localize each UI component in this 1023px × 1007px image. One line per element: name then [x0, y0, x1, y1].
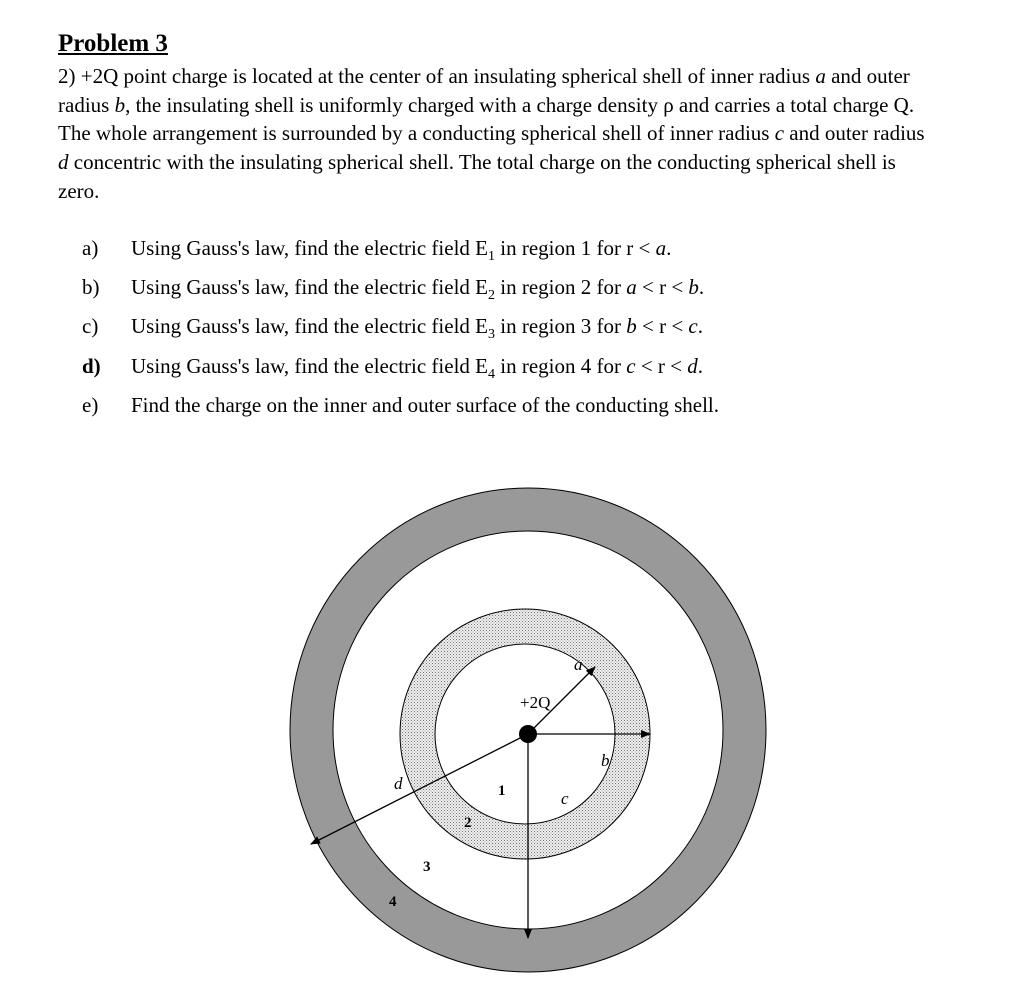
text-run: < r < — [635, 353, 688, 378]
subscript: 4 — [488, 366, 495, 382]
variable: a — [626, 275, 637, 300]
problem-title: Problem 3 — [58, 30, 168, 57]
text-run: in region 3 for — [495, 314, 627, 339]
question-label: d) — [82, 353, 101, 378]
text-run: and outer radius — [58, 64, 910, 117]
variable: b — [114, 92, 126, 117]
subscript: 1 — [488, 249, 495, 265]
charge-label: +2Q — [520, 693, 551, 712]
question-label: b) — [82, 275, 100, 300]
region-3-label: 3 — [423, 859, 431, 875]
variable: c — [626, 353, 636, 378]
text-run: +2Q point charge is located at the center of an insulating spherical shell of inner radius — [80, 64, 816, 88]
text-run: in region 2 for — [495, 275, 627, 300]
text-run: Using Gauss's law, find the electric field E — [131, 353, 488, 378]
question-label: a) — [82, 236, 99, 260]
question-label: c) — [82, 314, 99, 339]
variable: a — [655, 236, 667, 260]
subscript: 2 — [488, 288, 495, 304]
text-run: in region 4 for — [495, 353, 627, 378]
label-c: c — [561, 789, 569, 808]
text-run: < r < — [636, 275, 689, 300]
text-run: Find the charge on the inner and outer surface of the conducting shell. — [131, 392, 720, 417]
text-run: Using Gauss's law, find the electric field E — [131, 314, 488, 339]
text-run: . — [697, 314, 703, 339]
text-run: Using Gauss's law, find the electric field E — [131, 236, 488, 260]
variable: d — [687, 353, 698, 378]
text-run: . — [698, 275, 705, 300]
text-run: concentric with the insulating spherical shell. The total charge on the conducting spherical shell is zero. — [58, 150, 896, 203]
text-run: . — [697, 353, 703, 378]
variable: a — [815, 64, 826, 88]
text-run: and outer radius — [784, 121, 925, 146]
label-a: a — [574, 655, 583, 674]
subscript: 3 — [488, 327, 495, 343]
variable: d — [58, 150, 69, 175]
region-1-label: 1 — [498, 783, 506, 799]
region-4-label: 4 — [389, 894, 397, 910]
variable: b — [626, 314, 637, 339]
text-run: , the insulating shell is uniformly charged with a charge density ρ and carries a total charge Q. The whole arrangement is surrounded by a conducting spherical shell of inner radius — [58, 92, 915, 146]
label-d: d — [394, 774, 403, 793]
region-2-label: 2 — [464, 815, 472, 831]
question-label: e) — [82, 392, 99, 417]
problem-number: 2) — [58, 64, 76, 88]
variable: c — [688, 314, 698, 339]
text-run: in region 1 for r < — [495, 236, 656, 260]
text-run: < r < — [636, 314, 689, 339]
label-b: b — [601, 751, 610, 770]
variable: c — [774, 121, 785, 146]
variable: b — [688, 275, 699, 300]
point-charge — [519, 725, 537, 743]
text-run: . — [666, 236, 672, 260]
text-run: Using Gauss's law, find the electric field E — [131, 275, 488, 300]
